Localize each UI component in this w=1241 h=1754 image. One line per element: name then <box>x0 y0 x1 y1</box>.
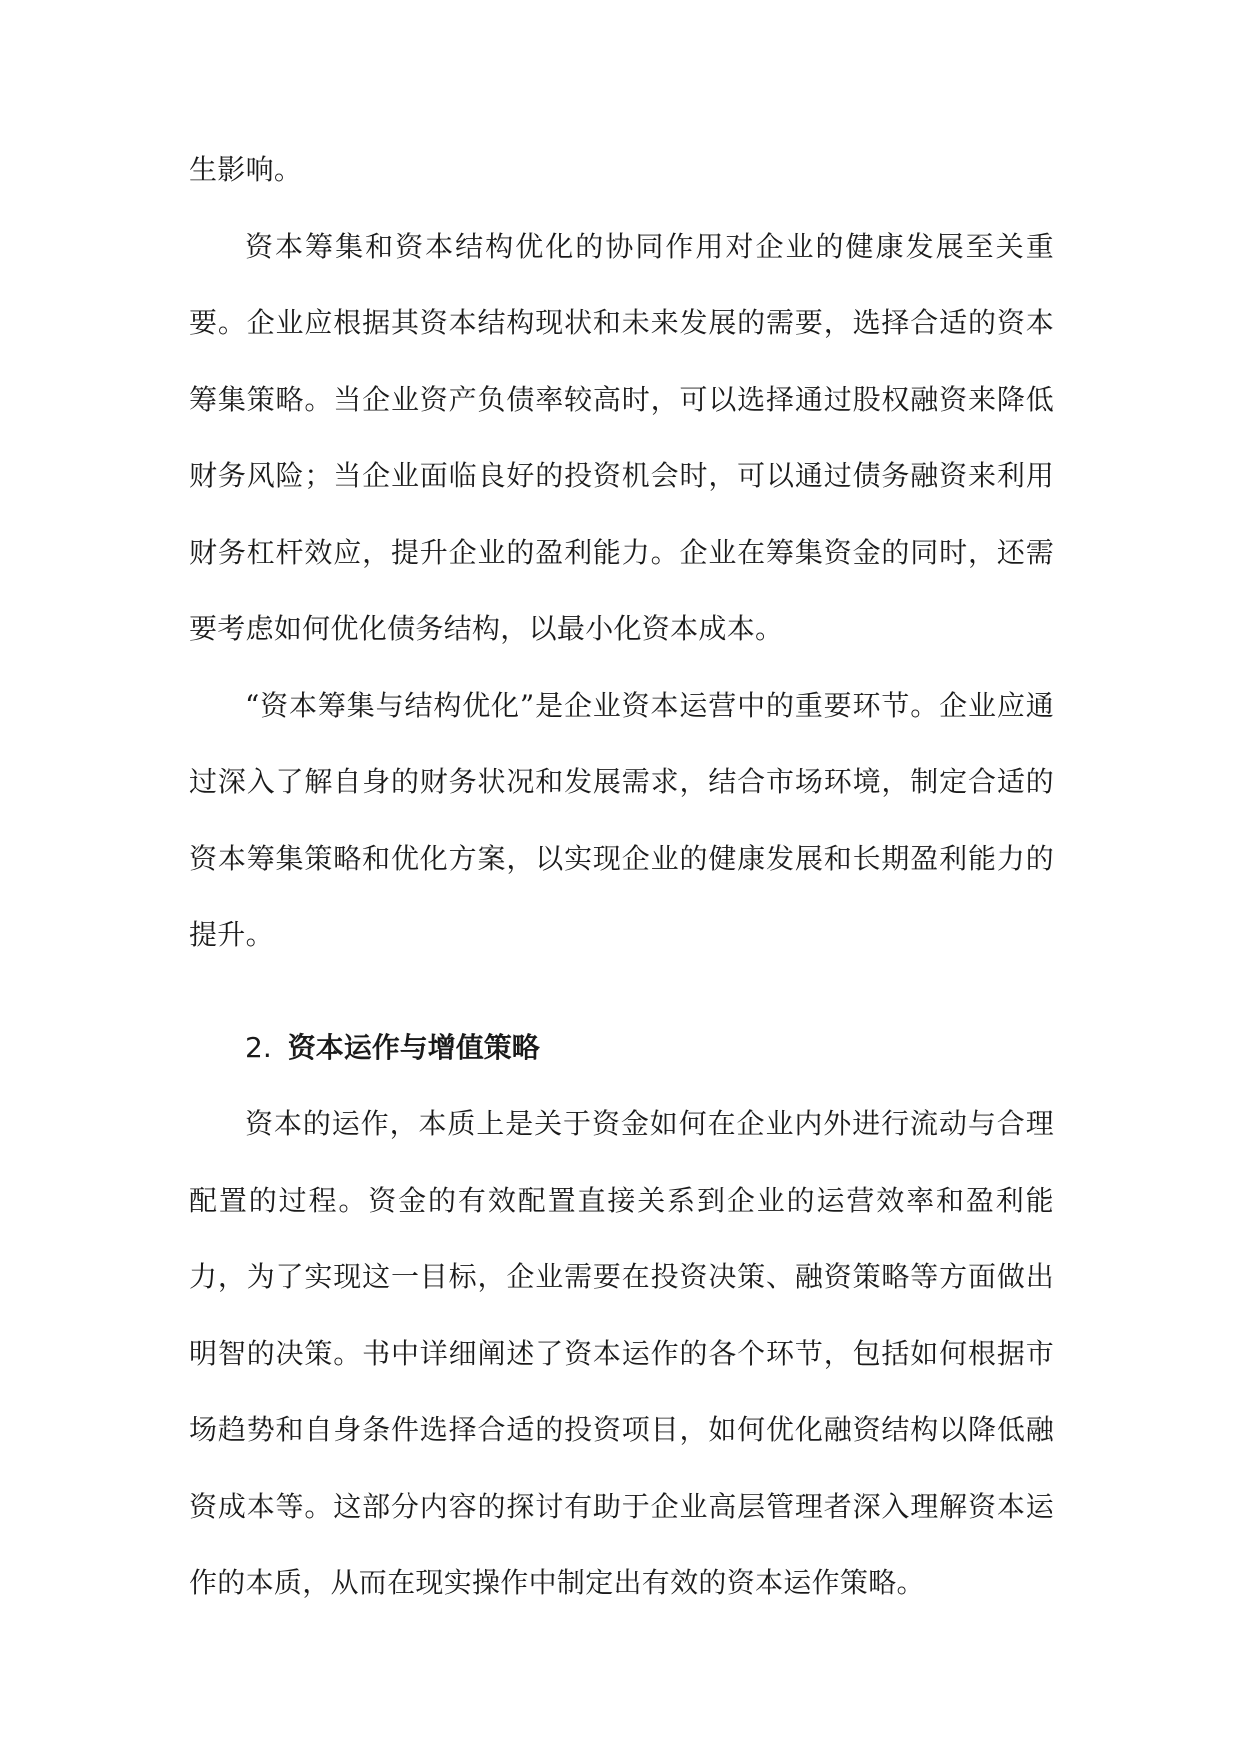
paragraph-capital-raising-summary: “资本筹集与结构优化”是企业资本运营中的重要环节。企业应通过深入了解自身的财务状况和发展需求，结合市场环境，制定合适的资本筹集策略和优化方案，以实现企业的健康发展和长期盈利能力的提升。 <box>189 688 1054 951</box>
paragraph-capital-synergy: 资本筹集和资本结构优化的协同作用对企业的健康发展至关重要。企业应根据其资本结构现状和未来发展的需要，选择合适的资本筹集策略。当企业资产负债率较高时，可以选择通过股权融资来降低财务风险；当企业面临良好的投资机会时，可以通过债务融资来利用财务杠杆效应，提升企业的盈利能力。企业在筹集资金的同时，还需要考虑如何优化债务结构，以最小化资本成本。 <box>189 229 1054 645</box>
section-title: 资本运作与增值策略 <box>287 1030 540 1064</box>
paragraph-continuation: 生影响。 <box>189 153 303 186</box>
paragraph-capital-operation: 资本的运作，本质上是关于资金如何在企业内外进行流动与合理配置的过程。资金的有效配置直接关系到企业的运营效率和盈利能力，为了实现这一目标，企业需要在投资决策、融资策略等方面做出明智的决策。书中详细阐述了资本运作的各个环节，包括如何根据市场趋势和自身条件选择合适的投资项目，如何优化融资结构以降低融资成本等。这部分内容的探讨有助于企业高层管理者深入理解资本运作的本质，从而在现实操作中制定出有效的资本运作策略。 <box>189 1107 1054 1599</box>
document-body <box>189 132 1054 1622</box>
section-heading <box>189 1010 1054 1087</box>
section-number: 2. <box>245 1030 272 1064</box>
